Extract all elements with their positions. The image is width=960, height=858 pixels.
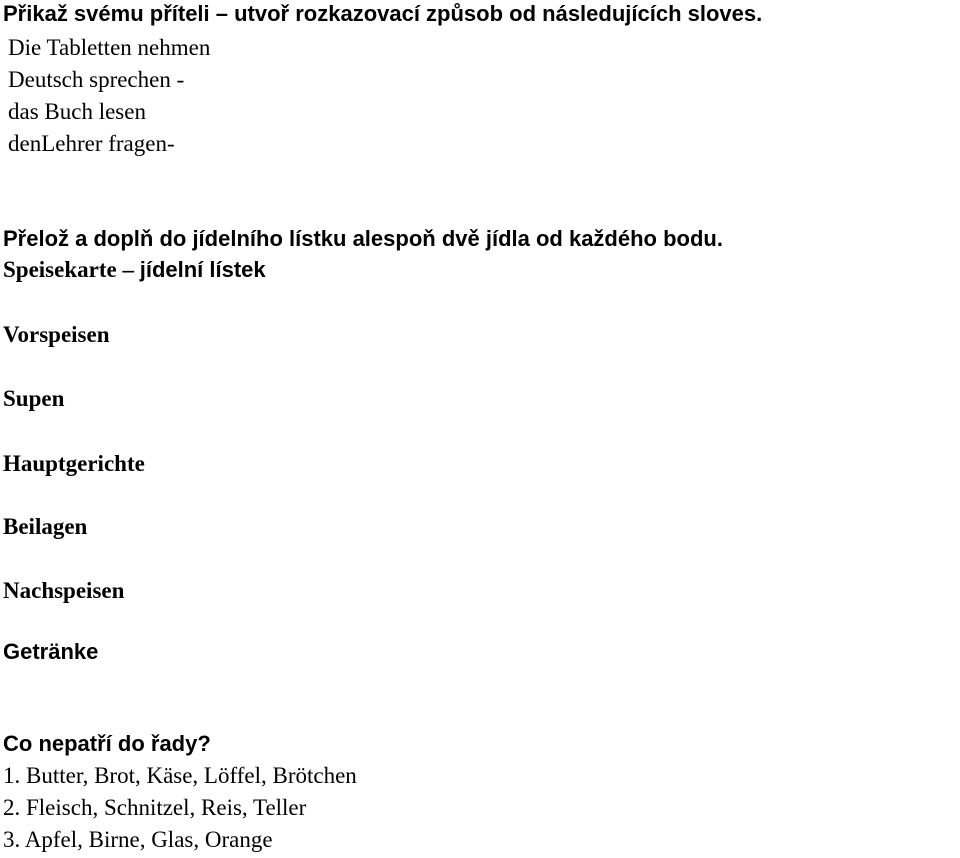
menu-subheading-dash: – [116, 257, 140, 282]
menu-category-starters: Vorspeisen [3, 322, 110, 347]
menu-category-soups: Supen [3, 386, 65, 411]
verb-item-1: Die Tabletten nehmen [8, 35, 211, 60]
section2-heading: Přelož a doplň do jídelního lístku alespoň dvě jídla od každého bodu. [3, 226, 723, 251]
menu-subheading [3, 258, 266, 281]
odd-one-out-item-2: 2. Fleisch, Schnitzel, Reis, Teller [3, 795, 307, 820]
menu-category-sides: Beilagen [3, 514, 88, 539]
odd-one-out-item-1: 1. Butter, Brot, Käse, Löffel, Brötchen [3, 763, 357, 788]
verb-item-2: Deutsch sprechen - [8, 67, 185, 92]
verb-item-4: denLehrer fragen- [8, 131, 175, 156]
menu-subheading-cs: jídelní lístek [139, 257, 266, 282]
menu-category-drinks: Getränke [3, 639, 99, 664]
odd-one-out-item-3: 3. Apfel, Birne, Glas, Orange [3, 827, 273, 852]
verb-item-3: das Buch lesen [8, 99, 146, 124]
section3-heading: Co nepatří do řady? [3, 731, 211, 756]
menu-subheading-de: Speisekarte [3, 257, 117, 282]
menu-category-desserts: Nachspeisen [3, 578, 125, 603]
section1-heading: Přikaž svému příteli – utvoř rozkazovací způsob od následujících sloves. [3, 1, 763, 26]
menu-category-mains: Hauptgerichte [3, 451, 145, 476]
